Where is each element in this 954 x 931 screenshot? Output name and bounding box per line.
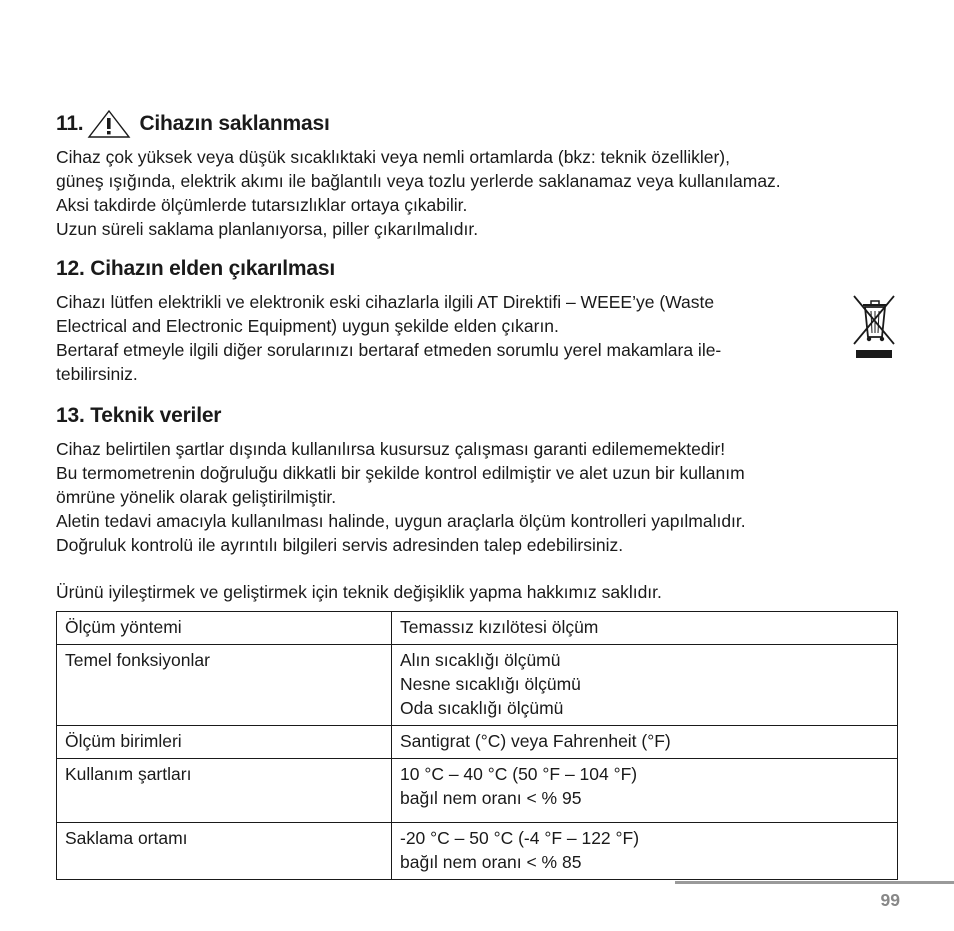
technical-data-table [56, 611, 898, 880]
section-13-line: Aletin tedavi amacıyla kullanılması halinde, uygun araçlarla ölçüm kontrolleri yapılmalıdır. [56, 511, 746, 531]
table-value: Nesne sıcaklığı ölçümü [400, 674, 581, 694]
table-key: Saklama ortamı [65, 828, 188, 848]
table-value-cell [392, 612, 898, 645]
table-value-cell [392, 726, 898, 759]
technical-change-note [56, 580, 662, 604]
section-13-heading: 13. Teknik veriler [56, 404, 222, 427]
section-13-body [56, 437, 746, 557]
section-12-line: tebilirsiniz. [56, 364, 138, 384]
section-11-title: Cihazın saklanması [139, 112, 330, 135]
section-13-line: ömrüne yönelik olarak geliştirilmiştir. [56, 487, 337, 507]
table-value-cell [392, 759, 898, 823]
section-11-line: Uzun süreli saklama planlanıyorsa, piller çıkarılmalıdır. [56, 219, 479, 239]
table-key: Ölçüm birimleri [65, 731, 182, 751]
table-value: Temassız kızılötesi ölçüm [400, 617, 599, 637]
table-row [57, 759, 898, 823]
section-11-line: Aksi takdirde ölçümlerde tutarsızlıklar ortaya çıkabilir. [56, 195, 468, 215]
table-value-cell [392, 645, 898, 726]
section-13-line: Doğruluk kontrolü ile ayrıntılı bilgileri servis adresinden talep edebilirsiniz. [56, 535, 624, 555]
section-13-line: Cihaz belirtilen şartlar dışında kullanılırsa kusursuz çalışması garanti edilememektedir! [56, 439, 726, 459]
table-row [57, 726, 898, 759]
section-12-body [56, 290, 721, 386]
section-11-heading [56, 109, 330, 139]
table-value: bağıl nem oranı < % 85 [400, 852, 582, 872]
table-value: -20 °C – 50 °C (-4 °F – 122 °F) [400, 828, 640, 848]
section-12-heading: 12. Cihazın elden çıkarılması [56, 257, 335, 280]
table-value: Alın sıcaklığı ölçümü [400, 650, 561, 670]
table-key-cell [57, 759, 392, 823]
section-11-line: güneş ışığında, elektrik akımı ile bağlantılı veya tozlu yerlerde saklanamaz veya kullanılamaz. [56, 171, 781, 191]
section-11-body [56, 145, 781, 241]
table-key: Kullanım şartları [65, 764, 192, 784]
weee-crossed-bin-icon [851, 293, 897, 359]
section-11-number: 11. [56, 112, 84, 135]
section-12-line: Electrical and Electronic Equipment) uygun şekilde elden çıkarın. [56, 316, 559, 336]
table-row [57, 612, 898, 645]
warning-triangle-icon [87, 109, 131, 139]
table-key: Ölçüm yöntemi [65, 617, 182, 637]
table-row [57, 823, 898, 880]
table-key: Temel fonksiyonlar [65, 650, 210, 670]
table-key-cell [57, 726, 392, 759]
section-12-line: Bertaraf etmeyle ilgili diğer sorularınızı bertaraf etmeden sorumlu yerel makamlara ile- [56, 340, 722, 360]
technical-change-note-text: Ürünü iyileştirmek ve geliştirmek için teknik değişiklik yapma hakkımız saklıdır. [56, 582, 662, 602]
table-key-cell [57, 645, 392, 726]
page-number: 99 [880, 890, 900, 910]
table-value: 10 °C – 40 °C (50 °F – 104 °F) [400, 764, 638, 784]
table-key-cell [57, 823, 392, 880]
table-value: bağıl nem oranı < % 95 [400, 788, 582, 808]
section-13-line: Bu termometrenin doğruluğu dikkatli bir şekilde kontrol edilmiştir ve alet uzun bir kullanım [56, 463, 745, 483]
section-12-line: Cihazı lütfen elektrikli ve elektronik eski cihazlarla ilgili AT Direktifi – WEEE’ye (Waste [56, 292, 715, 312]
table-value: Santigrat (°C) veya Fahrenheit (°F) [400, 731, 671, 751]
table-row [57, 645, 898, 726]
table-value: Oda sıcaklığı ölçümü [400, 698, 564, 718]
footer-rule [675, 881, 954, 884]
table-key-cell [57, 612, 392, 645]
section-11-line: Cihaz çok yüksek veya düşük sıcaklıktaki veya nemli ortamlarda (bkz: teknik özellikler), [56, 147, 730, 167]
table-value-cell [392, 823, 898, 880]
